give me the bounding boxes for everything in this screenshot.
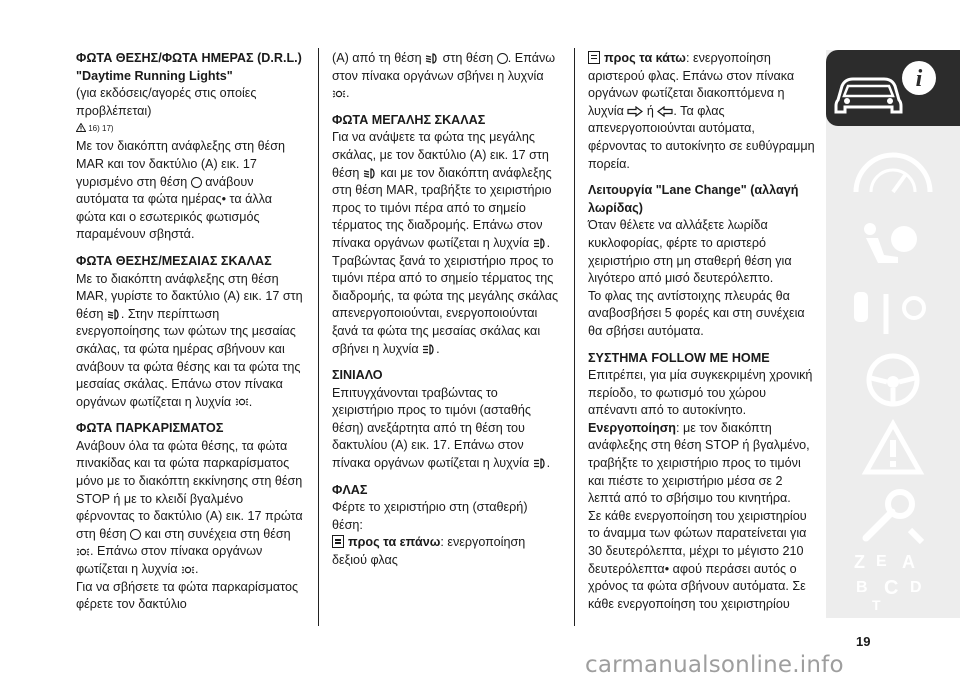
- alphabetical-index-icon: [826, 546, 960, 618]
- airbag-icon: [826, 205, 960, 281]
- tab-dashboard[interactable]: [826, 134, 960, 210]
- text: . Επάνω στον πίνακα οργάνων σβήνει η λυχνία: [332, 51, 556, 83]
- column-divider: [574, 48, 575, 626]
- tab-steering[interactable]: [826, 342, 960, 418]
- index-letter: D: [910, 579, 922, 596]
- paragraph: Με το διακόπτη ανάφλεξης στη θέση MAR, γυρίστε το δακτύλιο (A) εικ. 17 στη θέση . Στην περίπτωση ενεργοποίησης των φώτων της μεσαίας σκάλας, τα φώτα ημέρας σβήνουν και ανάβουν τα φώτα θέσης και τα φώτα της μεσαίας σκάλας. Επάνω στον πίνακα οργάνων φωτίζεται η λυχνία .: [76, 271, 303, 409]
- tab-warning[interactable]: [826, 410, 960, 486]
- text: Ανάβουν όλα τα φώτα θέσης, τα φώτα πινακίδας και τα φώτα παρκαρίσματος μόνο με το διακόπτη εκκίνησης στη θέση STOP ή με το κλειδί βγαλμένο φέρνοντας το δακτύλιο (A) εικ. 17 πρώτα στη θέση: [76, 438, 303, 541]
- paragraph: [588, 50, 816, 173]
- position-lights-icon: [332, 89, 346, 99]
- ring-position-icon: [130, 529, 141, 540]
- heading-low-beam: ΦΩΤΑ ΘΕΣΗΣ/ΜΕΣΑΙΑΣ ΣΚΑΛΑΣ: [76, 253, 272, 268]
- heading-signal: ΣΙΝΙΑΛΟ: [332, 368, 383, 383]
- heading-lane-change: Λειτουργία "Lane Change" (αλλαγή λωρίδας): [588, 183, 799, 215]
- text-bold: προς τα επάνω: [348, 535, 441, 550]
- text: (A) από τη θέση: [332, 51, 422, 65]
- heading-follow-me-home: ΣΥΣΤΗΜΑ FOLLOW ME HOME: [588, 350, 770, 365]
- text-bold: Ενεργοποίηση: [588, 420, 677, 435]
- key-icon: [826, 274, 960, 350]
- wrench-icon: [826, 478, 960, 554]
- bullet-icon: [588, 51, 600, 64]
- text: Επιτυγχάνονται τραβώντας το χειριστήριο προς το τιμόνι (ασταθής θέση) ανεξάρτητα από τη θέση του δακτυλίου (A) εικ. 17. Επάνω στον πίνακα οργάνων φωτίζεται η λυχνία: [332, 385, 531, 471]
- paragraph: Σε κάθε ενεργοποίηση του χειριστηρίου το άναμμα των φώτων παρατείνεται για 30 δευτερόλεπτα, μέχρι το μέγιστο 210 δευτερόλεπτα• αφού περάσει αυτός ο χρόνος τα φώτα σβήνουν αυτόματα. Σε κάθε ενεργοποίηση του χειριστηρίου: [588, 508, 807, 611]
- text: και με τον διακόπτη ανάφλεξης στη θέση MAR, τραβήξτε το χειριστήριο προς το τιμόνι πέρα από το σημείο τέρματος της διαδρομής. Επάνω στον πίνακα οργάνων φωτίζεται η λυχνία: [332, 165, 552, 250]
- paragraph: Για να σβήσετε τα φώτα παρκαρίσματος φέρετε τον δακτύλιο: [76, 579, 299, 612]
- arrow-left-icon: [657, 106, 673, 117]
- text: : ενεργοποίηση δεξιού φλας: [332, 535, 526, 568]
- paragraph: (για εκδόσεις/αγορές στις οποίες προβλέπεται): [76, 86, 257, 118]
- tab-maintenance[interactable]: [826, 478, 960, 554]
- text: . Τα φλας απενεργοποιούνται αυτόματα, φέρνοντας το αυτοκίνητο σε ευθύγραμμη πορεία.: [588, 103, 815, 171]
- paragraph: [588, 420, 816, 508]
- paragraph: Όταν θέλετε να αλλάξετε λωρίδα κυκλοφορίας, φέρτε το αριστερό χειριστήριο στη μη σταθερή θέση για λιγότερο από μισό δευτερόλεπτο.: [588, 218, 792, 286]
- text-bold: προς τα κάτω: [604, 51, 686, 65]
- text: ανάβουν αυτόματα τα φώτα ημέρας• τα άλλα φώτα και ο εσωτερικός φωτισμός παραμένουν σβηστά.: [76, 174, 273, 242]
- ring-position-icon: [191, 177, 202, 188]
- text: Με το διακόπτη ανάφλεξης στη θέση MAR, γυρίστε το δακτύλιο (A) εικ. 17 στη θέση: [76, 271, 303, 321]
- heading-parking-lights: ΦΩΤΑ ΠΑΡΚΑΡΙΣΜΑΤΟΣ: [76, 421, 224, 436]
- column-2: [332, 50, 560, 570]
- heading-high-beam: ΦΩΤΑ ΜΕΓΑΛΗΣ ΣΚΑΛΑΣ: [332, 112, 486, 127]
- index-letter: T: [872, 597, 881, 613]
- low-beam-icon: [425, 53, 439, 64]
- position-lights-icon: [76, 547, 90, 557]
- paragraph: Φέρτε το χειριστήριο στη (σταθερή) θέση:: [332, 500, 528, 532]
- text: Για να ανάψετε τα φώτα της μεγάλης σκάλας, με τον δακτύλιο (A) εικ. 17 στη θέση: [332, 130, 549, 180]
- dashboard-icon: [826, 134, 960, 210]
- text: . Επάνω στον πίνακα οργάνων φωτίζεται η λυχνία: [76, 544, 263, 577]
- bullet-icon: [332, 535, 344, 548]
- chapter-sidebar: [826, 50, 960, 618]
- paragraph: Ανάβουν όλα τα φώτα θέσης, τα φώτα πινακίδας και τα φώτα παρκαρίσματος μόνο με το διακόπτη εκκίνησης στη θέση STOP ή με το κλειδί βγαλμένο φέρνοντας το δακτύλιο (A) εικ. 17 πρώτα στη θέση και στη συνέχεια στη θέση . Επάνω στον πίνακα οργάνων φωτίζεται η λυχνία .: [76, 438, 303, 577]
- heading-turn-signals: ΦΛΑΣ: [332, 482, 368, 497]
- paragraph: Επιτρέπει, για μία συγκεκριμένη χρονική περίοδο, το φωτισμό του χώρου απέναντι από το αυτοκίνητο.: [588, 368, 813, 418]
- paragraph: Για να ανάψετε τα φώτα της μεγάλης σκάλας, με τον δακτύλιο (A) εικ. 17 στη θέση και με τον διακόπτη ανάφλεξης στη θέση MAR, τραβήξτε το χειριστήριο προς το τιμόνι πέρα από το σημείο τέρματος της διαδρομής. Επάνω στον πίνακα οργάνων φωτίζεται η λυχνία . Τραβώντας ξανά το χειριστήριο προς το τιμόνι πέρα από το σημείο τέρματος της διαδρομής, τα φώτα της μεγάλης σκάλας απενεργοποιούνται, ενεργοποιούνται ξανά τα φώτα της μεσαίας σκάλας και σβήνει η λυχνία .: [332, 130, 559, 356]
- watermark: carmanualsonline.info: [585, 652, 844, 678]
- car-info-icon: [826, 50, 960, 126]
- ring-position-icon: [497, 53, 508, 64]
- tab-airbag[interactable]: [826, 205, 960, 281]
- text: στη θέση: [442, 51, 494, 65]
- text: και στη συνέχεια στη θέση: [144, 526, 291, 541]
- index-letter: C: [884, 577, 899, 599]
- text: : ενεργοποίηση αριστερού φλας. Επάνω στον πίνακα οργάνων φωτίζεται διακοπτόμενα η λυχνία: [588, 51, 795, 118]
- page-number: 19: [856, 634, 871, 649]
- warning-triangle-icon: [76, 123, 86, 132]
- tab-controls[interactable]: [826, 274, 960, 350]
- paragraph: [332, 534, 560, 569]
- paragraph: Το φλας της αντίστοιχης πλευράς θα αναβοσβήσει 5 φορές και στη συνέχεια θα σβήσει αυτόματα.: [588, 288, 805, 338]
- column-3: [588, 50, 816, 613]
- high-beam-icon: [422, 344, 436, 355]
- low-beam-icon: [363, 168, 377, 179]
- index-letter: Z: [854, 552, 865, 572]
- index-letter: B: [856, 579, 868, 596]
- heading-daytime-lights: ΦΩΤΑ ΘΕΣΗΣ/ΦΩΤΑ ΗΜΕΡΑΣ (D.R.L.): [76, 51, 302, 65]
- steering-wheel-icon: [826, 342, 960, 418]
- column-1: [76, 50, 304, 614]
- text: : με τον διακόπτη ανάφλεξης στη θέση STOP ή βγαλμένο, τραβήξτε το χειριστήριο προς το τιμόνι και πιέστε το χειριστήριο μέσα σε 2 λεπτά από το σβήσιμο του κινητήρα.: [588, 420, 810, 506]
- arrow-right-icon: [627, 106, 643, 117]
- position-lights-icon: [235, 397, 249, 407]
- position-lights-icon: [181, 565, 195, 575]
- tab-index[interactable]: [826, 546, 960, 618]
- warning-refs-text: 16) 17): [88, 124, 114, 134]
- text: Με τον διακόπτη ανάφλεξης στη θέση MAR και τον δακτύλιο (A) εικ. 17 γυρισμένο στη θέση: [76, 139, 285, 189]
- text: . Στην περίπτωση ενεργοποίησης των φώτων της μεσαίας σκάλας, τα φώτα ημέρας σβήνουν και ανάβουν τα φώτα θέσης και τα φώτα της μεσαίας σκάλας. Επάνω στον πίνακα οργάνων φωτίζεται η λυχνία: [76, 306, 301, 409]
- low-beam-icon: [107, 309, 121, 320]
- column-divider: [318, 48, 319, 626]
- heading-daytime-lights-en: "Daytime Running Lights": [76, 68, 233, 83]
- high-beam-icon: [533, 458, 547, 469]
- text: . Τραβώντας ξανά το χειριστήριο προς το τιμόνι πέρα από το σημείο τέρματος της διαδρομής, τα φώτα της μεγάλης σκάλας απενεργοποιούνται, ενεργοποιούνται ξανά τα φώτα της μεσαίας σκάλας και σβήνει η λυχνία: [332, 235, 559, 356]
- paragraph: [76, 138, 304, 244]
- index-letter: A: [902, 552, 915, 572]
- paragraph: Επιτυγχάνονται τραβώντας το χειριστήριο προς το τιμόνι (ασταθής θέση) ανεξάρτητα από τη θέση του δακτυλίου (A) εικ. 17. Επάνω στον πίνακα οργάνων φωτίζεται η λυχνία .: [332, 385, 551, 471]
- warning-refs: [76, 122, 304, 136]
- index-letter: E: [876, 553, 887, 570]
- text: ή: [646, 103, 654, 118]
- high-beam-icon: [533, 238, 547, 249]
- svg-text:i: i: [915, 66, 923, 92]
- warning-icon: [826, 410, 960, 486]
- paragraph: (A) από τη θέση στη θέση . Επάνω στον πίνακα οργάνων σβήνει η λυχνία .: [332, 51, 556, 101]
- tab-car-info[interactable]: [826, 50, 960, 126]
